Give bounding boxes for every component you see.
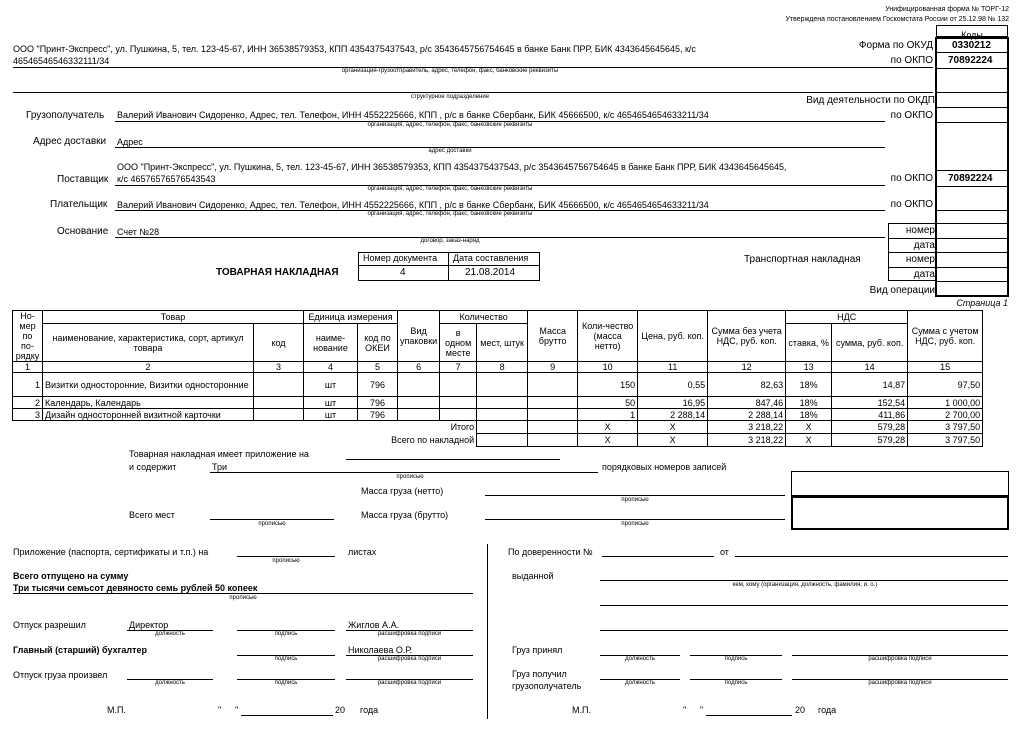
delivery-caption: адрес доставки	[428, 148, 472, 154]
places-label: Всего мест	[129, 510, 175, 520]
accountant-label: Главный (старший) бухгалтер	[13, 645, 147, 655]
row-sum: 82,63	[708, 373, 786, 397]
colnum: 15	[908, 362, 983, 373]
mp-right: М.П.	[572, 705, 591, 715]
h-vat-sum: сумма, руб. коп.	[832, 324, 908, 362]
position-caption: должность	[155, 631, 185, 637]
divider	[937, 252, 1008, 253]
vsego-sum: 3 218,22	[708, 434, 786, 447]
words-caption: прописью	[258, 521, 286, 527]
decode-caption: расшифровка подписи	[377, 680, 442, 686]
sign-caption: подпись	[724, 680, 748, 686]
form-title: Унифицированная форма № ТОРГ-12	[885, 6, 1009, 13]
vsego-row	[13, 434, 983, 447]
row-rate: 18%	[786, 373, 832, 397]
row-name: Визитки односторонние, Визитки односторонние	[43, 373, 254, 397]
okud-label: Форма по ОКУД	[858, 40, 933, 51]
h-vat: НДС	[786, 311, 908, 324]
colnum: 6	[398, 362, 440, 373]
receiver-label2: грузополучатель	[512, 681, 582, 691]
colnum: 2	[43, 362, 254, 373]
supplier-label: Поставщик	[57, 174, 109, 185]
words-caption: прописью	[621, 497, 649, 503]
divider	[358, 265, 540, 266]
delivery-label: Адрес доставки	[33, 136, 107, 147]
supplier-line2: к/с 46576576576543543	[117, 174, 216, 184]
colnum: 5	[358, 362, 398, 373]
divider	[448, 252, 449, 281]
divider	[210, 519, 334, 520]
colnum: 13	[786, 362, 832, 373]
vsego-label: Всего по накладной	[391, 435, 475, 445]
divider	[237, 556, 335, 557]
h-goods: Товар	[43, 311, 304, 324]
divider	[888, 267, 936, 268]
okud-value: 0330212	[952, 40, 991, 51]
h-pack: Вид упаковки	[398, 311, 440, 362]
row-price: 0,55	[638, 373, 708, 397]
h-unit-name: наиме-нование	[304, 324, 358, 362]
divider	[13, 92, 933, 93]
row-total: 1 000,00	[908, 397, 983, 409]
contains-value: Три	[212, 462, 228, 472]
itogo-sum: 3 218,22	[708, 421, 786, 434]
payer-label: Плательщик	[50, 199, 108, 210]
h-goods-name: наименование, характеристика, сорт, артикул товара	[43, 324, 254, 362]
received-label: Груз принял	[512, 645, 563, 655]
name1: Жиглов А.А.	[348, 620, 400, 630]
row-unit: шт	[304, 409, 358, 421]
row-qty: 1	[578, 409, 638, 421]
okpo4-label: по ОКПО	[890, 199, 933, 210]
struct-caption: структурное подразделение	[410, 94, 490, 100]
divider	[600, 630, 1008, 631]
basis-label: Основание	[57, 226, 109, 237]
divider	[346, 459, 560, 460]
divider	[937, 170, 1008, 171]
divider	[600, 605, 1008, 606]
divider	[937, 210, 1008, 211]
vsego-x1: X	[578, 434, 638, 447]
quote: "	[683, 705, 687, 715]
row-no: 1	[13, 373, 43, 397]
decode-caption: расшифровка подписи	[377, 656, 442, 662]
itogo-total: 3 797,50	[908, 421, 983, 434]
row-okei: 796	[358, 397, 398, 409]
divider	[937, 223, 1008, 224]
row-no: 2	[13, 397, 43, 409]
release-allowed-label: Отпуск разрешил	[13, 620, 86, 630]
appendix-label: Товарная накладная имеет приложение на	[129, 449, 309, 459]
divider	[937, 281, 1008, 282]
receiver-label1: Груз получил	[512, 669, 567, 679]
row-qty: 50	[578, 397, 638, 409]
org-line2: 46546546546332111/34	[13, 56, 110, 66]
payer-caption: организация, адрес, телефон, факс, банковские реквизиты	[367, 211, 533, 217]
okpo3-value: 70892224	[948, 173, 993, 184]
okdp-label: Вид деятельности по ОКДП	[806, 95, 935, 106]
row-vat: 152,54	[832, 397, 908, 409]
mass-box	[791, 471, 1009, 496]
mass-box	[791, 496, 1009, 530]
attach-label: Приложение (паспорта, сертификаты и т.п.) на	[13, 547, 209, 557]
vsego-x2: X	[638, 434, 708, 447]
h-places: мест, штук	[477, 324, 528, 362]
okpo3-label: по ОКПО	[890, 173, 933, 184]
divider	[600, 580, 1008, 581]
h-total: Сумма с учетом НДС, руб. коп.	[908, 311, 983, 362]
words-caption: прописью	[229, 595, 257, 601]
released-by-label: Отпуск груза произвел	[13, 670, 108, 680]
supplier-line1: ООО "Принт-Экспресс", ул. Пушкина, 5, тел. 123-45-67, ИНН 36538579353, КПП 4354375437543, р/с 3543645756754645 в банке Банк ПРР, БИК 4343645645645,	[117, 162, 787, 172]
payer-value: Валерий Иванович Сидоренко, Адрес, тел. Телефон, ИНН 4552225666, КПП , р/с в банке Сбербанк, БИК 45666500, к/с 465465465463321​1/34	[117, 200, 709, 210]
row-vat: 14,87	[832, 373, 908, 397]
words-caption: прописью	[621, 521, 649, 527]
quote: "	[700, 705, 704, 715]
sign-caption: подпись	[724, 656, 748, 662]
h-qty-net: Коли-чество (масса нетто)	[578, 311, 638, 362]
contains-label: и содержит	[129, 462, 177, 472]
doc-date: 21.08.2014	[465, 267, 516, 278]
name2: Николаева О.Р.	[348, 645, 413, 655]
form-approval: Утверждена постановлением Госкомстата России от 25.12.98 № 132	[785, 16, 1009, 23]
h-rate: ставка, %	[786, 324, 832, 362]
sign-caption: подпись	[274, 631, 298, 637]
colnum: 14	[832, 362, 908, 373]
codes-title: Коды	[961, 30, 983, 40]
divider	[210, 472, 598, 473]
released-sum-value: Три тысячи семьсот девяносто семь рублей 50 копеек	[13, 583, 258, 593]
okpo2-label: по ОКПО	[890, 110, 933, 121]
itogo-row	[13, 421, 983, 434]
row-total: 97,50	[908, 373, 983, 397]
sheets-label: листах	[348, 547, 377, 557]
table-row	[13, 409, 983, 421]
row-no: 3	[13, 409, 43, 421]
row-price: 2 288,14	[638, 409, 708, 421]
divider	[937, 122, 1008, 123]
divider	[487, 544, 488, 719]
h-price: Цена, руб. коп.	[638, 311, 708, 362]
vsego-total: 3 797,50	[908, 434, 983, 447]
divider	[937, 267, 1008, 268]
operation-label: Вид операции	[869, 285, 935, 296]
itogo-x2: X	[638, 421, 708, 434]
row-vat: 411,86	[832, 409, 908, 421]
divider	[241, 715, 333, 716]
colnum: 12	[708, 362, 786, 373]
h-sum-no-vat: Сумма без учета НДС, руб. коп.	[708, 311, 786, 362]
year-word: года	[360, 705, 379, 715]
table-row	[13, 373, 983, 397]
colnum: 3	[254, 362, 304, 373]
codes-column	[935, 37, 1009, 297]
released-sum-label: Всего отпущено на сумму	[13, 571, 129, 581]
words-caption: прописью	[396, 474, 424, 480]
org-line1: ООО "Принт-Экспресс", ул. Пушкина, 5, тел. 123-45-67, ИНН 36538579353, КПП 4354375437543, р/с 3543645756754645 в банке Банк ПРР, БИК 4343645645645, к/с	[13, 44, 696, 54]
row-qty: 150	[578, 373, 638, 397]
itogo-x3: X	[786, 421, 832, 434]
divider	[937, 186, 1008, 187]
vsego-x3: X	[786, 434, 832, 447]
colnum: 10	[578, 362, 638, 373]
decode-caption: расшифровка подписи	[868, 656, 932, 662]
row-price: 16,95	[638, 397, 708, 409]
consignee-caption: организация, адрес, телефон, факс, банковские реквизиты	[367, 122, 533, 128]
basis-caption: договор, заказ-наряд	[420, 238, 480, 244]
divider	[937, 107, 1008, 108]
words-caption: прописью	[272, 558, 300, 564]
nomer1-label: номер	[905, 225, 935, 236]
h-qty: Количество	[440, 311, 528, 324]
divider	[602, 556, 714, 557]
basis-value: Счет №28	[117, 227, 160, 237]
h-mass: Масса брутто	[528, 311, 578, 362]
divider	[485, 519, 785, 520]
data2-label: дата	[913, 269, 935, 280]
transport-label: Транспортная накладная	[744, 254, 861, 265]
divider	[937, 68, 1008, 69]
divider	[706, 715, 792, 716]
quote: "	[218, 705, 222, 715]
mass-gross-label: Масса груза (брутто)	[361, 510, 449, 520]
data1-label: дата	[913, 240, 935, 251]
vsego-vat: 579,28	[832, 434, 908, 447]
okpo-label: по ОКПО	[890, 55, 933, 66]
mass-net-label: Масса груза (нетто)	[361, 486, 444, 496]
records-label: порядковых номеров записей	[602, 462, 727, 472]
quote: "	[235, 705, 239, 715]
itogo-x1: X	[578, 421, 638, 434]
issued-label: выданной	[512, 571, 554, 581]
row-okei: 796	[358, 409, 398, 421]
position1: Директор	[129, 620, 169, 630]
row-sum: 2 288,14	[708, 409, 786, 421]
divider	[937, 92, 1008, 93]
org-caption: организация-грузоотправитель, адрес, телефон, факс, банковские реквизиты	[341, 68, 559, 74]
supplier-caption: организация, адрес, телефон, факс, банковские реквизиты	[367, 186, 533, 192]
row-unit: шт	[304, 397, 358, 409]
row-rate: 18%	[786, 409, 832, 421]
year-word: года	[818, 705, 837, 715]
row-name: Дизайн односторонней визитной карточки	[43, 409, 254, 421]
goods-table	[12, 310, 983, 447]
position-caption: должность	[625, 680, 655, 686]
colnum: 8	[477, 362, 528, 373]
okpo-value: 70892224	[948, 55, 993, 66]
itogo-label: Итого	[450, 422, 475, 433]
colnum: 11	[638, 362, 708, 373]
divider	[888, 252, 936, 253]
consignee-label: Грузополучатель	[26, 110, 105, 121]
divider	[13, 593, 473, 594]
page-number: Страница 1	[956, 298, 1008, 308]
from-label: от	[720, 547, 729, 557]
h-unit: Единица измерения	[304, 311, 398, 324]
year20: 20	[335, 705, 346, 715]
row-sum: 847,46	[708, 397, 786, 409]
colnum: 7	[440, 362, 477, 373]
colnum: 4	[304, 362, 358, 373]
proxy-label: По доверенности №	[508, 547, 593, 557]
doc-num: 4	[400, 267, 406, 278]
nomer2-label: номер	[905, 254, 935, 265]
row-rate: 18%	[786, 397, 832, 409]
decode-caption: расшифровка подписи	[377, 631, 442, 637]
divider	[888, 238, 936, 239]
divider	[937, 52, 1008, 53]
doc-title: ТОВАРНАЯ НАКЛАДНАЯ	[216, 267, 339, 278]
position-caption: должность	[155, 680, 185, 686]
colnum: 9	[528, 362, 578, 373]
h-okei: код по ОКЕИ	[358, 324, 398, 362]
sign-caption: подпись	[274, 680, 298, 686]
codes-title-box	[936, 25, 1008, 40]
decode-caption: расшифровка подписи	[868, 680, 932, 686]
position-caption: должность	[625, 656, 655, 662]
h-no: Но-мер по по-рядку	[13, 311, 43, 362]
doc-num-label: Номер документа	[363, 253, 438, 263]
row-unit: шт	[304, 373, 358, 397]
delivery-value: Адрес	[117, 137, 143, 147]
colnum-row	[13, 362, 983, 373]
colnum: 1	[13, 362, 43, 373]
divider	[485, 495, 785, 496]
doc-date-label: Дата составления	[453, 253, 529, 263]
row-okei: 796	[358, 373, 398, 397]
divider	[937, 238, 1008, 239]
mp-left: М.П.	[107, 705, 126, 715]
year20: 20	[795, 705, 806, 715]
h-in-one: в одном месте	[440, 324, 477, 362]
table-row	[13, 397, 983, 409]
itogo-vat: 579,28	[832, 421, 908, 434]
h-code: код	[254, 324, 304, 362]
sign-caption: подпись	[274, 656, 298, 662]
divider	[735, 556, 1008, 557]
row-total: 2 700,00	[908, 409, 983, 421]
consignee-value: Валерий Иванович Сидоренко, Адрес, тел. Телефон, ИНН 4552225666, КПП , р/с в банке Сбербанк, БИК 45666500, к/с 465465465463321​1/34	[117, 110, 709, 120]
issued-caption: кем, кому (организация, должность, фамилия, и. о.)	[732, 582, 878, 588]
row-name: Календарь, Календарь	[43, 397, 254, 409]
